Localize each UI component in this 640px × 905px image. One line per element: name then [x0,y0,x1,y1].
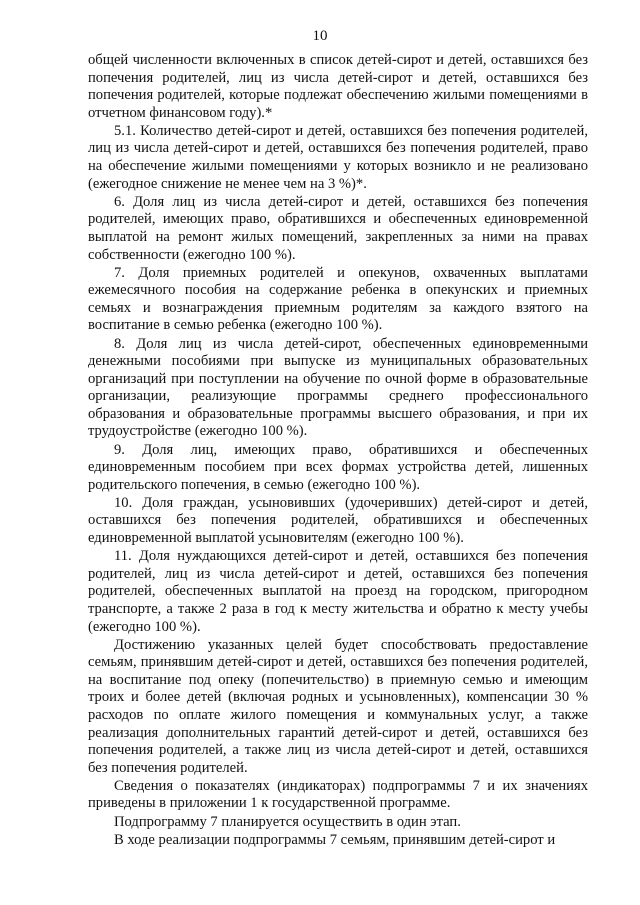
paragraph-10: 10. Доля граждан, усыновивших (удочеривших) детей-сирот и детей, оставшихся без попечения родителей, обратившихся и обеспеченных единовременной выплатой усыновителям (ежегодно 100 %). [88,494,588,547]
paragraph-measures: Достижению указанных целей будет способствовать предоставление семьям, принявшим детей-сирот и детей, оставшихся без попечения родителей, на воспитание под опеку (попечительство) в приемную семью и имеющим троих и более детей (включая родных и усыновленных), компенсации 30 % расходов по оплате жилого помещения и коммунальных услуг, а также реализация дополнительных гарантий детей-сирот и детей, оставшихся без попечения родителей, а также лиц из числа детей-сирот и детей, оставшихся без попечения родителей. [88,636,588,776]
paragraph-stage: Подпрограмму 7 планируется осуществить в один этап. [114,813,461,830]
paragraph-implementation: В ходе реализации подпрограммы 7 семьям, принявшим детей-сирот и [114,831,556,848]
paragraph-continuation: общей численности включенных в список детей-сирот и детей, оставшихся без попечения родителей, лиц из числа детей-сирот и детей, оставшихся без попечения родителей, которые подлежат обеспечению жилыми помещениями в отчетном финансовом году).* [88,52,588,121]
paragraph-6: 6. Доля лиц из числа детей-сирот и детей, оставшихся без попечения родителей, имеющих право, обратившихся и обеспеченных единовременной выплатой на ремонт жилых помещений, закрепленных за ними на правах собственности (ежегодно 100 %). [88,193,588,263]
paragraph-9: 9. Доля лиц, имеющих право, обратившихся и обеспеченных единовременным пособием при всех формах устройства детей, лишенных родительского попечения, в семью (ежегодно 100 %). [88,441,588,493]
paragraph-7: 7. Доля приемных родителей и опекунов, охваченных выплатами ежемесячного пособия на содержание ребенка в опекунских и приемных семьях и вознаграждения приемным родителям за каждого взятого на воспитание в семью ребенка (ежегодно 100 %). [88,264,588,334]
body-text [88,52,588,849]
paragraph-11: 11. Доля нуждающихся детей-сирот и детей, оставшихся без попечения родителей, лиц из числа детей-сирот и детей, оставшихся без попечения родителей, обеспеченных выплатой на проезд на городском, пригородном транспорте, а также 2 раза в год к месту жительства и обратно к месту учебы (ежегодно 100 %). [88,548,588,635]
paragraph-5-1: 5.1. Количество детей-сирот и детей, оставшихся без попечения родителей, лиц из числа детей-сирот и детей, оставшихся без попечения родителей, право на обеспечение жилыми помещениями у которых возникло и не реализовано (ежегодное снижение не менее чем на 3 %)*. [88,122,588,192]
page-number: 10 [312,28,328,44]
paragraph-indicators: Сведения о показателях (индикаторах) подпрограммы 7 и их значениях приведены в приложении 1 к государственной программе. [88,777,588,812]
paragraph-8: 8. Доля лиц из числа детей-сирот, обеспеченных единовременными денежными пособиями при выпуске из муниципальных образовательных организаций при поступлении на обучение по очной форме в образовательные организации, реализующие программы среднего профессионального образования и образовательные программы высшего образования, и при их трудоустройстве (ежегодно 100 %). [88,335,588,440]
